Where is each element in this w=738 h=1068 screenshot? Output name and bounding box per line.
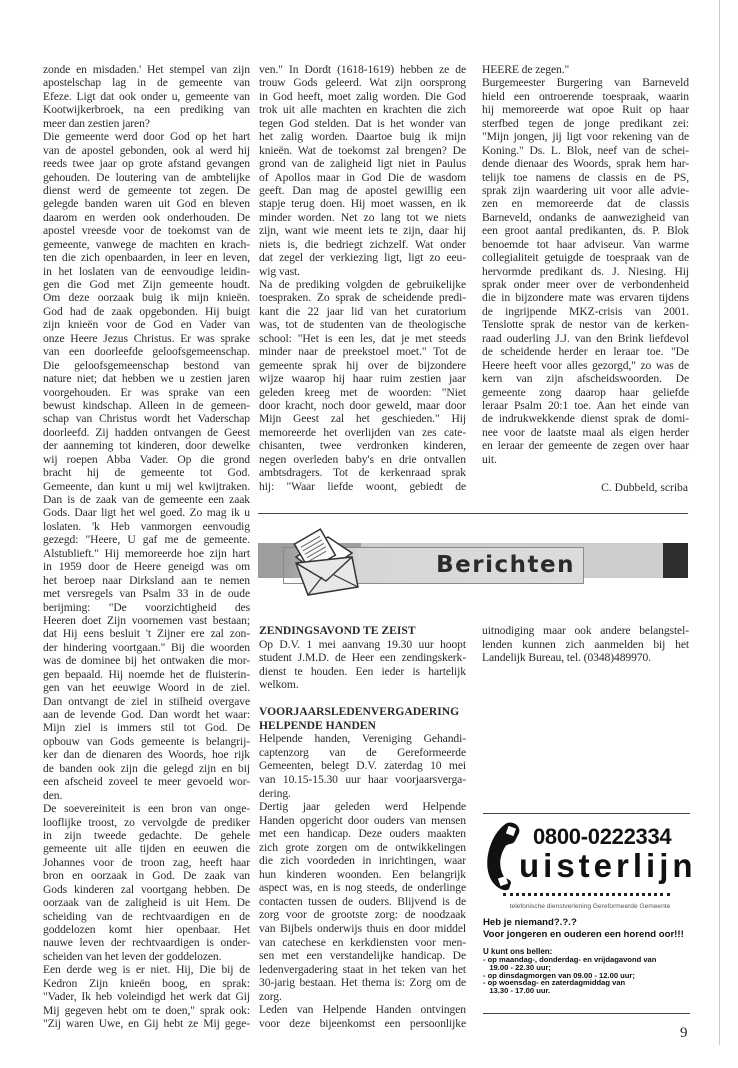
text-line: sen met een verstandelijke handicap. De	[259, 949, 466, 963]
text-line: Johannes voor de troon zag, heeft haar	[43, 855, 250, 869]
text-line: Tenslotte sprak de nestor van de kerken-	[482, 318, 689, 332]
text-line: gen bepaald. Hij noemde het de fluisterin-	[43, 667, 250, 681]
luisterlijn-advertisement	[483, 813, 697, 1013]
ad-phone-number: 0800-0222334	[533, 824, 672, 849]
text-line: sterfbed tegen de jonge predikant zei:	[482, 116, 689, 130]
text-line: oorzaak van de zaligheid is uit Hem. De	[43, 896, 250, 910]
telephone-handset-icon	[485, 821, 523, 891]
text-line: dende dienaar des Woords, sprak hem har-	[482, 157, 689, 171]
text-line: dat Hij eens besluit 't Zijner ere zal zon-	[43, 627, 250, 641]
text-line: HEERE de zegen."	[482, 63, 570, 76]
banner-dark-block	[663, 543, 688, 578]
ad-schedule: - op maandag-, donderdag- en vrijdagavond van 19.00 - 22.30 uur; - op dinsdagmorgen van 09.00 - 12.00 uur; - op woensdag- en zaterdagmiddag van 13.30 - 17.00 uur.	[483, 955, 657, 996]
text-line: scheiding van de rechtvaardigen en de	[43, 909, 250, 923]
text-line: wig vast.	[259, 264, 300, 278]
text-line: in het loslaten van de eenvoudige leidin-	[43, 264, 250, 278]
text-line: "Vader, Ik heb voleindigd het werk dat Gij	[43, 990, 250, 1004]
text-line: Mij gegeven hebt om te doen," sprak ook:	[43, 1003, 250, 1017]
text-line: minder naar de preekstoel moet." Tot de	[259, 345, 466, 359]
text-line: hield een ontroerende toespraak, waarin	[482, 89, 689, 103]
text-line: school: "Het is een les, dat je met steeds	[259, 331, 466, 345]
text-line: chisanten, twee verdronken kinderen,	[259, 439, 466, 453]
text-line: Dan ontvangt de ziel in stilheid overgave	[43, 694, 250, 708]
ad-name: uisterlijn	[519, 847, 697, 884]
text-line: gemeente sprak hij over de bijzondere	[259, 358, 466, 372]
text-line: Heere heeft voor alles gezorgd," zo was de	[482, 358, 689, 372]
page-number: 9	[680, 1025, 688, 1041]
text-line: "Zij waren Uwe, en Gij hebt ze Mij gege-	[43, 1017, 250, 1031]
text-line: bracht hij de gemeente tot God.	[43, 466, 250, 480]
text-line: de scheidende herder en leraar toe. "De	[482, 345, 689, 359]
text-line: opbouw van Gods gemeente is belangrij-	[43, 734, 250, 748]
ad-call-intro: U kunt ons bellen:	[483, 947, 553, 956]
text-line: onze Heere Jezus Christus. Er was sprake	[43, 331, 250, 345]
text-line: zen en memoreerde dat de classis	[482, 197, 689, 211]
text-line: der aanneming tot kinderen, door dewelke	[43, 439, 250, 453]
text-line: die zich voordeden in inrichtingen, waar	[259, 854, 466, 868]
text-line: welkom.	[259, 678, 299, 692]
text-line: goddelozen komt hier openbaar. Het	[43, 923, 250, 936]
text-line: berijming: "De voorzichtigheid des	[43, 600, 250, 614]
text-line: doorleefd. Zij hadden ontvangen de Geest	[43, 425, 250, 439]
text-line: Alstublieft." Hij memoreerde hoe zijn hart	[43, 546, 250, 560]
text-line: met een handicap. Deze ouders maakten	[259, 827, 466, 841]
text-line: gezegd: "Heere, U gaf me de gemeente.	[43, 533, 250, 547]
text-line: hij: "Waar liefde woont, gebiedt de	[259, 479, 466, 493]
text-line: Burgemeester Burgering van Barneveld	[482, 76, 689, 90]
ad-headline-1: Heb je niemand?.?.?	[483, 917, 577, 928]
text-line: zijn knieën voor de God en Vader van	[43, 318, 250, 332]
text-line: Een derde weg is er niet. Hij, Die bij de	[43, 963, 250, 977]
text-line: Gods. Daar ligt het wel goed. Zo mag ik u	[43, 506, 250, 520]
text-line: aan de levende God. Dan wordt het waar:	[43, 708, 250, 721]
text-line: den.	[43, 788, 63, 802]
article-column-1	[43, 63, 250, 1031]
text-line: memoreerde het overlijden van zes cate-	[259, 425, 466, 439]
text-line: nee voor de laatste maal als eigen herder	[482, 425, 689, 439]
text-line: of Apollos maar in God Die de wasdom	[259, 170, 466, 184]
text-line: Gemeenten, belegt D.V. zaterdag 10 mei	[259, 759, 466, 773]
text-line: met versregels van Psalm 33 in de oude	[43, 587, 250, 601]
text-line: Op D.V. 1 mei aanvang 19.30 uur hoopt	[259, 637, 466, 651]
text-line: kern van zijn afscheidswoorden. De	[482, 372, 689, 386]
text-line: Om deze oorzaak buig ik mijn knieën.	[43, 291, 250, 305]
text-line: 30-jarig bestaan. Het thema is: Zorg om de	[259, 976, 466, 990]
text-line: looflijke troost, zo vervolgde de prediker	[43, 815, 250, 829]
text-line: bewust kindschap. Alleen in de gemeen-	[43, 398, 250, 412]
text-line: gemeente uit alle tijden en eeuwen die	[43, 842, 250, 856]
text-line: voorgehouden. Er was sprake van een	[43, 385, 250, 399]
text-line: reeds twee jaar op grote afstand gevangen	[43, 157, 250, 171]
text-line: Koning." Ds. L. Blok, neef van de schei-	[482, 143, 689, 157]
text-line: Dertig jaar geleden werd Helpende	[259, 800, 466, 814]
text-line: schap van Christus wordt het Vaderschap	[43, 412, 250, 426]
text-line: apostel vreesde voor de toekomst van de	[43, 224, 250, 238]
text-line: in God heeft, moet zalig worden. Die God	[259, 89, 466, 103]
text-line: sprak onder meer over de verbondenheid	[482, 278, 689, 291]
text-line: Kootwijkerbroek, na een prediking van	[43, 103, 250, 117]
text-line: geleden kreeg met de woorden: "Niet	[259, 385, 466, 399]
text-line: dienst werd de gemeente tot zegen. De	[43, 183, 250, 197]
text-line: gen van het eeuwige Woord in de ziel.	[43, 681, 250, 695]
text-line: telijk toe namens de classis en de PS,	[482, 170, 689, 184]
text-line: Mijn ziel is immers stil tot God. De	[43, 721, 250, 735]
text-line: apostelschap lag in de gemeente van	[43, 76, 250, 90]
text-line: van de apostel gebonden, ook al werd hij	[43, 143, 250, 157]
text-line: kant die 22 jaar lid van het curatorium	[259, 304, 466, 318]
text-line: en leraar der gemeente de zegen over haar	[482, 439, 689, 453]
text-line: de indrukwekkende dienst sprak de domi-	[482, 412, 689, 426]
text-line: Dan is de zaak van de gemeente een zaak	[43, 493, 250, 506]
ad-headline-2: Voor jongeren en ouderen een horend oor!!!	[483, 929, 684, 940]
text-line: Gods kinderen zal voortgang hebben. De	[43, 882, 250, 896]
ad-subtitle: telefonische dienstverlening Gereformeerde Gemeente	[509, 903, 671, 910]
text-line: dat zegel der verkiezing ligt, ligt zo eeu-	[259, 251, 466, 265]
text-line: dering.	[259, 786, 291, 800]
text-line: niets is, die bedriegt zichzelf. Wat onder	[259, 237, 466, 251]
text-line: student J.M.D. de Heer een zendingskerk-	[259, 651, 466, 665]
text-line: Kedron Zijn knieën boog, en sprak:	[43, 976, 250, 990]
text-line: leraar Psalm 20:1 toe. Aan het einde van	[482, 398, 689, 412]
text-line: Barneveld, ondanks de aanwezigheid van	[482, 210, 689, 224]
text-line: negen overleden baby's en drie ontvallen	[259, 452, 466, 466]
text-line: knieën. Wat de toekomst zal brengen? De	[259, 143, 466, 157]
text-line: die in bijzondere mate was ervaren tijdens	[482, 291, 689, 305]
text-line: loslaten. 'k Heb vanmorgen eenvoudig	[43, 519, 250, 533]
text-line: hij memoreerde wat opoe Ruit op haar	[482, 103, 689, 117]
text-line: zorg.	[259, 989, 282, 1003]
text-line: gelegde banden waren uit God en bleven	[43, 197, 250, 211]
text-line: van catechese en kerkdiensten voor men-	[259, 935, 466, 949]
text-line: tegen God stelden. Dat is het wonder van	[259, 116, 466, 130]
section-divider	[258, 513, 688, 514]
notice-heading: ZENDINGSAVOND TE ZEIST	[259, 624, 416, 637]
text-line: daarom en werden ook onderhouden. De	[43, 210, 250, 224]
text-line: het beroep naar Dirksland aan te nemen	[43, 573, 250, 587]
text-line: captenzorg van de Gereformeerde	[259, 745, 466, 759]
text-line: Gemeente, dan kunt u mij wel kwijtraken.	[43, 479, 250, 493]
text-line: ten die zich openbaarden, in leer en leven,	[43, 251, 250, 265]
text-line: contacten tussen de ouders. Blijvend is de	[259, 894, 466, 908]
text-line: Handen opgericht door ouders van mensen	[259, 813, 466, 827]
text-line: wij roepen Abba Vader. Op die grond	[43, 452, 250, 466]
text-line: een groot aantal predikanten, ds. P. Blok	[482, 224, 689, 238]
text-line: grond van de zaligheid ligt niet in Paulus	[259, 157, 466, 171]
text-line: toespraken. Zo sprak de scheidende predi-	[259, 291, 466, 305]
text-line: zijn, want wie meent iets te zijn, daar hij	[259, 224, 466, 238]
text-line: scheiden van het leven der goddelozen.	[43, 949, 222, 963]
text-line: van een doorleefde geloofsgemeenschap.	[43, 345, 250, 359]
text-line: Heeren doet Zijn voornemen vast bestaan;	[43, 613, 250, 627]
text-line: gehouden. De loutering van de ambtelijke	[43, 170, 250, 184]
text-line: hervormde predikant ds. J. Niesing. Hij	[482, 264, 689, 278]
article-signature: C. Dubbeld, scriba	[601, 481, 688, 494]
text-line: de banden ook zijn die gelegd zijn en bij	[43, 761, 250, 775]
text-line: trouw Gods geleerd. Wat zijn oorsprong	[259, 76, 466, 90]
text-line: collegialiteit getuigde de toespraak van de	[482, 251, 689, 265]
text-line: lenden kunnen zich aanmelden bij het	[482, 637, 689, 651]
text-line: nauwe leven der rechtvaardigen is onder-	[43, 936, 250, 950]
text-line: wijze waarop hij haar ruim zestien jaar	[259, 372, 466, 386]
text-line: gemeente zong daarop haar geliefde	[482, 385, 689, 399]
text-line: nature niet; dat hebben we u zestien jaren	[43, 372, 250, 386]
text-line: ledenvergadering staat in het teken van het	[259, 962, 466, 976]
text-line: minder worden. Net zo lang tot we niets	[259, 210, 466, 224]
text-line: van 10.15-15.30 uur haar voorjaarsverga-	[259, 773, 466, 787]
berichten-column-1	[259, 624, 466, 1030]
text-line: Na de prediking volgden de gebruikelijke	[259, 278, 466, 291]
text-line: Efeze. Ligt dat ook onder u, gemeente van	[43, 89, 250, 103]
envelope-letter-icon	[288, 527, 364, 597]
ad-bottom-rule	[483, 1013, 690, 1014]
scan-border	[719, 0, 720, 1045]
text-line: Landelijk Bureau, tel. (0348)489970.	[482, 651, 651, 665]
text-line: meer dan zestien jaren?	[43, 116, 150, 130]
text-line: De soevereiniteit is een bron van onge-	[43, 802, 250, 816]
text-line: zorg voor de grootste zorg: de noodzaak	[259, 908, 466, 922]
text-line: "Mijn jongen, jij ligt voor rekening van de	[482, 130, 689, 144]
text-line: ven." In Dordt (1618-1619) hebben ze de	[259, 63, 466, 76]
text-line: der hindering voortgaan." Bij die woorden	[43, 640, 250, 654]
text-line: benoemde tot haar adviseur. Van warme	[482, 237, 689, 251]
ad-dotted-line	[503, 893, 670, 900]
text-line: sprak zijn waardering uit voor alle advie-	[482, 183, 689, 197]
text-line: in 1959 door de Heere geneigd was om	[43, 560, 250, 574]
text-line: voor deze bijeenkomst een persoonlijke	[259, 1016, 466, 1030]
text-line: Die gemeente werd door God op het hart	[43, 130, 250, 144]
text-line: door kracht, noch door geweld, maar door	[259, 398, 466, 412]
text-line: de ingrijpende MKZ-crisis van 2001.	[482, 304, 689, 318]
text-line: bron en oorzaak in God. De zaak van	[43, 869, 250, 883]
text-line: God had de zaak opgebonden. Hij buigt	[43, 304, 250, 318]
text-line: aspect was, en is nog steeds, de onderlinge	[259, 881, 466, 895]
text-line: Helpende handen, Vereniging Gehandi-	[259, 732, 466, 746]
text-line: dienst te houden. Een ieder is hartelijk	[259, 664, 466, 678]
text-line: uit.	[482, 452, 497, 466]
text-line: trok uit alle machten en krachten die zich	[259, 103, 466, 117]
article-column-2	[259, 63, 466, 493]
text-line: was de dominee bij het ontwaken die mor-	[43, 654, 250, 668]
text-line: Mijn Geest zal het geschieden." Hij	[259, 412, 466, 426]
text-line: in zijn tweede gedachte. De gehele	[43, 828, 250, 842]
notice-heading: HELPENDE HANDEN	[259, 718, 376, 732]
text-line: van Bijbels onderwijs thuis en door middel	[259, 922, 466, 936]
notice-heading: VOORJAARSLEDENVERGADERING	[259, 705, 460, 719]
text-line: raad ouderling J.J. van den Brink liefdevol	[482, 331, 689, 345]
text-line: ambtsdragers. Tot de kerkenraad sprak	[259, 466, 466, 480]
text-line: gen die God met Zijn gemeente houdt.	[43, 278, 250, 291]
text-line: zonde en misdaden.' Het stempel van zijn	[43, 63, 250, 76]
text-line: geeft. Dan mag de apostel gewillig een	[259, 183, 466, 197]
text-line: stapje terug doen. Hij moet wassen, en ik	[259, 197, 466, 211]
banner-title: Berichten	[436, 552, 575, 578]
text-line: zich grote zorgen om de ontwikkelingen	[259, 840, 466, 854]
article-column-3	[482, 63, 689, 466]
text-line: hun kinderen woonden. Een belangrijk	[259, 867, 466, 881]
text-line: een afscheid zoveel te meer gevoeld wor-	[43, 775, 250, 789]
text-line: was, tot de studenten van de theologische	[259, 318, 466, 332]
text-line: Leden van Helpende Handen ontvingen	[259, 1003, 466, 1017]
text-line: ker dan de dienaren des Woords, hoe rijk	[43, 748, 250, 762]
text-line: uitnodiging maar ook andere belangstel-	[482, 624, 689, 637]
text-line: gemeente, vanwege de machten en krach-	[43, 237, 250, 251]
berichten-column-2	[482, 624, 689, 665]
text-line: Die geloofsgemeenschap bestond van	[43, 358, 250, 372]
text-line: het zalig worden. Daartoe buig ik mijn	[259, 130, 466, 144]
